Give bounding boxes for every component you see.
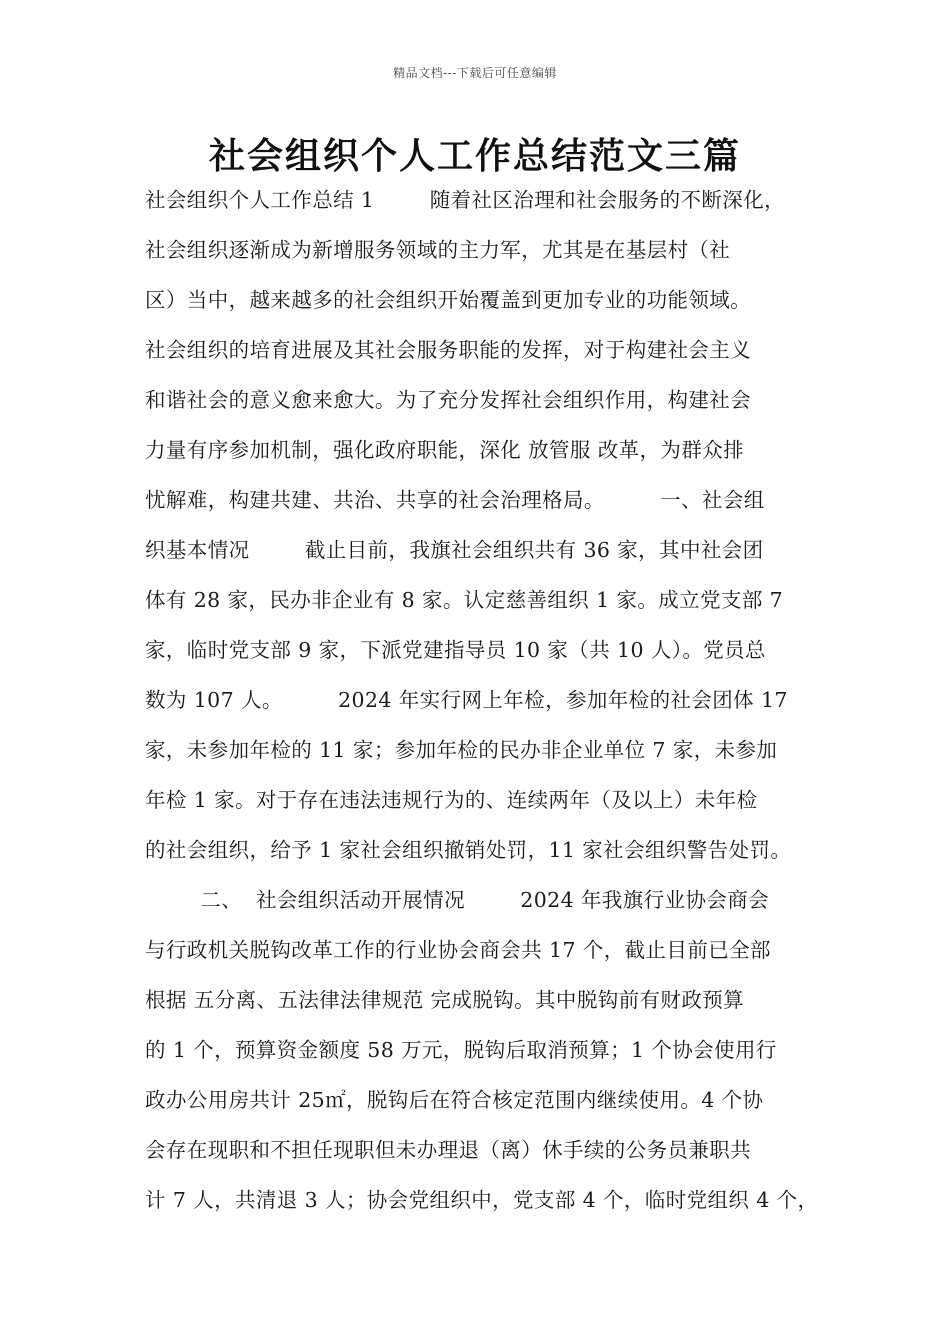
body-line: 的 1 个，预算资金额度 58 万元，脱钩后取消预算；1 个协会使用行 (145, 1038, 777, 1062)
body-line: 的社会组织，给予 1 家社会组织撤销处罚，11 家社会组织警告处罚。 (145, 838, 792, 862)
body-line: 政办公用房共计 25㎡，脱钩后在符合核定范围内继续使用。4 个协 (145, 1088, 764, 1112)
body-line: 体有 28 家，民办非企业有 8 家。认定慈善组织 1 家。成立党支部 7 (145, 588, 784, 612)
body-line: 社会组织个人工作总结 1 随着社区治理和社会服务的不断深化， (145, 188, 785, 212)
header-note: 精品文档---下载后可任意编辑 (393, 66, 557, 80)
body-line: 和谐社会的意义愈来愈大。为了充分发挥社会组织作用，构建社会 (145, 388, 752, 412)
body-line: 家，临时党支部 9 家，下派党建指导员 10 家（共 10 人）。党员总 (145, 638, 766, 662)
body-line: 社会组织的培育进展及其社会服务职能的发挥，对于构建社会主义 (145, 338, 752, 362)
body-line: 计 7 人，共清退 3 人；协会党组织中，党支部 4 个，临时党组织 4 个， (145, 1188, 819, 1212)
body-line: 与行政机关脱钩改革工作的行业协会商会共 17 个，截止目前已全部 (145, 938, 771, 962)
body-line: 二、 社会组织活动开展情况 2024 年我旗行业协会商会 (145, 888, 770, 912)
body-line: 忧解难，构建共建、共治、共享的社会治理格局。 一、社会组 (145, 488, 765, 512)
body-line: 根据 五分离、五法律法律规范 完成脱钩。其中脱钩前有财政预算 (145, 988, 745, 1012)
body-line: 数为 107 人。 2024 年实行网上年检，参加年检的社会团体 17 (145, 688, 788, 712)
body-line: 区）当中，越来越多的社会组织开始覆盖到更加专业的功能领域。 (145, 288, 752, 312)
body-line: 织基本情况 截止目前，我旗社会组织共有 36 家，其中社会团 (145, 538, 764, 562)
body-line: 家，未参加年检的 11 家；参加年检的民办非企业单位 7 家，未参加 (145, 738, 778, 762)
body-line: 力量有序参加机制，强化政府职能，深化 放管服 改革，为群众排 (145, 438, 745, 462)
document-body (145, 185, 835, 1235)
document-title: 社会组织个人工作总结范文三篇 (208, 135, 741, 177)
body-line: 会存在现职和不担任现职但未办理退（离）休手续的公务员兼职共 (145, 1138, 752, 1162)
body-line: 年检 1 家。对于存在违法违规行为的、连续两年（及以上）未年检 (145, 788, 758, 812)
body-line: 社会组织逐渐成为新增服务领域的主力军，尤其是在基层村（社 (145, 238, 731, 262)
